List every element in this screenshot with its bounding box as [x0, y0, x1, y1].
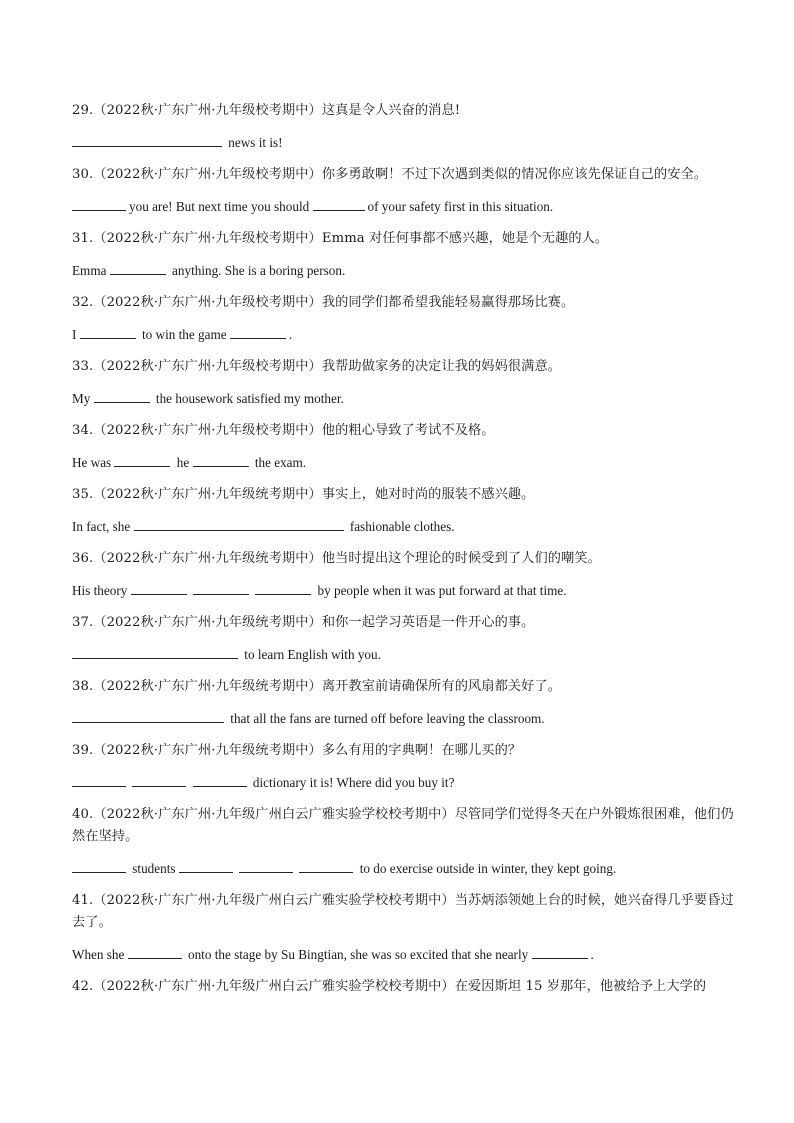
- question-source: （2022秋·广东广州·九年级广州白云广雅实验学校校考期中）: [93, 893, 455, 908]
- answer-blank[interactable]: [230, 326, 286, 339]
- answer-blank[interactable]: [72, 198, 126, 211]
- question-chinese: 你多勇敢啊！不过下次遇到类似的情况你应该先保证自己的安全。: [321, 167, 708, 182]
- question-number: 36.: [72, 551, 94, 566]
- answer-line: [72, 708, 742, 730]
- question-stem: [72, 484, 742, 506]
- answer-blank[interactable]: [110, 262, 166, 275]
- question-item: [72, 804, 742, 880]
- question-chinese: 和你一起学习英语是一件开心的事。: [321, 615, 535, 630]
- question-stem: [72, 804, 742, 848]
- question-chinese: 多么有用的字典啊！在哪儿买的？: [321, 743, 522, 758]
- answer-line: [72, 516, 742, 538]
- question-source: （2022秋·广东广州·九年级校考期中）: [93, 295, 322, 310]
- question-number: 38.: [72, 679, 94, 694]
- answer-blank[interactable]: [313, 198, 365, 211]
- answer-blank[interactable]: [114, 454, 170, 467]
- answer-blank[interactable]: [255, 582, 311, 595]
- question-source: （2022秋·广东广州·九年级统考期中）: [93, 487, 322, 502]
- question-stem: [72, 976, 742, 998]
- answer-text: anything. She is a boring person.: [168, 263, 346, 278]
- answer-blank[interactable]: [132, 774, 186, 787]
- question-source: （2022秋·广东广州·九年级广州白云广雅实验学校校考期中）: [93, 979, 455, 994]
- question-source: （2022秋·广东广州·九年级广州白云广雅实验学校校考期中）: [93, 807, 455, 822]
- answer-text: of your safety first in this situation.: [367, 199, 554, 214]
- question-item: [72, 164, 742, 218]
- answer-line: [72, 324, 742, 346]
- question-stem: [72, 740, 742, 762]
- question-item: [72, 740, 742, 794]
- question-number: 40.: [72, 807, 94, 822]
- answer-text: Emma: [72, 263, 110, 278]
- answer-text: In fact, she: [72, 519, 134, 534]
- question-item: [72, 676, 742, 730]
- question-item: [72, 292, 742, 346]
- answer-text: to learn English with you.: [241, 647, 381, 662]
- question-item: [72, 976, 742, 998]
- question-number: 42.: [72, 979, 94, 994]
- answer-text: that all the fans are turned off before leaving the classroom.: [227, 711, 545, 726]
- answer-line: [72, 260, 742, 282]
- question-item: [72, 228, 742, 282]
- answer-blank[interactable]: [72, 860, 126, 873]
- question-stem: [72, 292, 742, 314]
- question-chinese: 我的同学们都希望我能轻易赢得那场比赛。: [321, 295, 575, 310]
- question-item: [72, 548, 742, 602]
- answer-blank[interactable]: [80, 326, 136, 339]
- question-source: （2022秋·广东广州·九年级校考期中）: [93, 423, 322, 438]
- question-number: 37.: [72, 615, 94, 630]
- answer-blank[interactable]: [72, 774, 126, 787]
- answer-text: news it is!: [225, 135, 283, 150]
- answer-text: by people when it was put forward at that time.: [314, 583, 567, 598]
- answer-blank[interactable]: [193, 582, 249, 595]
- answer-blank[interactable]: [94, 390, 150, 403]
- question-number: 29.: [72, 103, 94, 118]
- question-stem: [72, 890, 742, 934]
- answer-text: the exam.: [251, 455, 307, 470]
- answer-blank[interactable]: [72, 134, 222, 147]
- answer-text: dictionary it is! Where did you buy it?: [249, 775, 455, 790]
- question-number: 32.: [72, 295, 94, 310]
- answer-blank[interactable]: [134, 518, 344, 531]
- answer-line: [72, 858, 742, 880]
- answer-line: [72, 452, 742, 474]
- answer-line: [72, 644, 742, 666]
- answer-line: [72, 580, 742, 602]
- question-source: （2022秋·广东广州·九年级统考期中）: [93, 679, 322, 694]
- answer-blank[interactable]: [193, 774, 247, 787]
- question-source: （2022秋·广东广州·九年级统考期中）: [93, 743, 322, 758]
- question-number: 33.: [72, 359, 94, 374]
- question-number: 35.: [72, 487, 94, 502]
- answer-text: onto the stage by Su Bingtian, she was so excited that she nearly: [184, 947, 532, 962]
- answer-text: .: [288, 327, 293, 342]
- answer-blank[interactable]: [239, 860, 293, 873]
- answer-text: fashionable clothes.: [346, 519, 455, 534]
- answer-text: to do exercise outside in winter, they kept going.: [356, 861, 617, 876]
- question-stem: [72, 676, 742, 698]
- question-chinese: 尽管同学们觉得冬天在户外锻炼很困难，他们仍然在坚持。: [72, 807, 734, 844]
- question-chinese: 他的粗心导致了考试不及格。: [321, 423, 495, 438]
- question-stem: [72, 612, 742, 634]
- answer-blank[interactable]: [128, 946, 182, 959]
- question-chinese: 我帮助做家务的决定让我的妈妈很满意。: [321, 359, 562, 374]
- question-item: [72, 356, 742, 410]
- answer-text: you are! But next time you should: [129, 199, 313, 214]
- question-stem: [72, 164, 742, 186]
- answer-blank[interactable]: [72, 710, 224, 723]
- question-chinese: 在爱因斯坦 15 岁那年，他被给予上大学的: [454, 979, 707, 994]
- question-item: [72, 420, 742, 474]
- answer-blank[interactable]: [193, 454, 249, 467]
- answer-text: I: [72, 327, 80, 342]
- answer-blank[interactable]: [532, 946, 588, 959]
- question-chinese: 这真是令人兴奋的消息!: [321, 103, 461, 118]
- answer-line: [72, 196, 742, 218]
- question-chinese: 当苏炳添领她上台的时候，她兴奋得几乎要昏过去了。: [72, 893, 734, 930]
- question-item: [72, 890, 742, 966]
- question-source: （2022秋·广东广州·九年级校考期中）: [93, 103, 322, 118]
- question-item: [72, 612, 742, 666]
- question-stem: [72, 228, 742, 250]
- question-number: 39.: [72, 743, 94, 758]
- question-stem: [72, 420, 742, 442]
- question-source: （2022秋·广东广州·九年级统考期中）: [93, 615, 322, 630]
- question-stem: [72, 548, 742, 570]
- answer-text: My: [72, 391, 94, 406]
- question-stem: [72, 356, 742, 378]
- question-chinese: 他当时提出这个理论的时候受到了人们的嘲笑。: [321, 551, 601, 566]
- answer-blank[interactable]: [131, 582, 187, 595]
- answer-line: [72, 944, 742, 966]
- question-source: （2022秋·广东广州·九年级校考期中）: [93, 167, 322, 182]
- question-number: 31.: [72, 231, 94, 246]
- answer-text: to win the game: [138, 327, 230, 342]
- question-source: （2022秋·广东广州·九年级校考期中）: [93, 231, 322, 246]
- answer-blank[interactable]: [299, 860, 353, 873]
- answer-line: [72, 388, 742, 410]
- answer-text: .: [590, 947, 594, 962]
- answer-text: students: [129, 861, 179, 876]
- question-number: 41.: [72, 893, 94, 908]
- answer-text: the housework satisfied my mother.: [152, 391, 344, 406]
- question-number: 30.: [72, 167, 94, 182]
- question-chinese: 事实上，她对时尚的服装不感兴趣。: [321, 487, 535, 502]
- answer-blank[interactable]: [179, 860, 233, 873]
- question-number: 34.: [72, 423, 94, 438]
- question-source: （2022秋·广东广州·九年级校考期中）: [93, 359, 322, 374]
- question-chinese: 离开教室前请确保所有的风扇都关好了。: [321, 679, 562, 694]
- question-item: [72, 100, 742, 154]
- question-item: [72, 484, 742, 538]
- answer-text: When she: [72, 947, 128, 962]
- answer-blank[interactable]: [72, 646, 238, 659]
- answer-line: [72, 132, 742, 154]
- answer-text: he: [173, 455, 193, 470]
- question-chinese: Emma 对任何事都不感兴趣，她是个无趣的人。: [321, 231, 609, 246]
- answer-text: His theory: [72, 583, 131, 598]
- answer-line: [72, 772, 742, 794]
- answer-text: He was: [72, 455, 115, 470]
- question-source: （2022秋·广东广州·九年级统考期中）: [93, 551, 322, 566]
- question-stem: [72, 100, 742, 122]
